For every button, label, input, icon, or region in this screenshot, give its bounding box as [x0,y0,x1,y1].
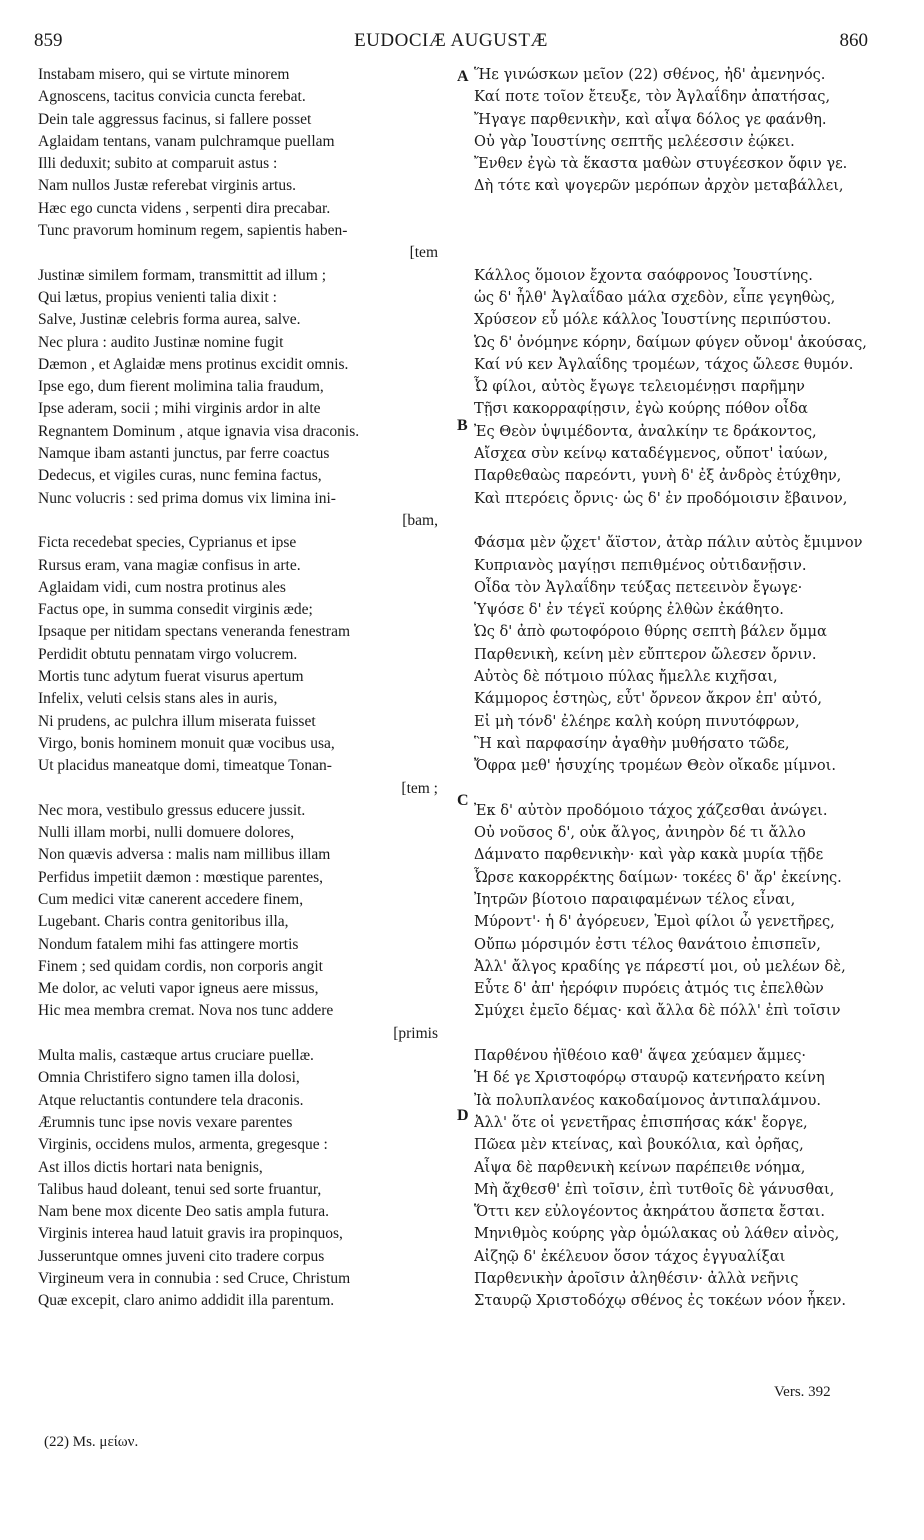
greek-verse-line: Καί νύ κεν Ἀγλαΐδης τρομέων, τάχος ὤλεσε θυμόν. [474,355,854,373]
latin-verse-line: Nam nullos Justæ referebat virginis artus. [38,177,297,195]
latin-verse-line: Dæmon , et Aglaidæ mens protinus excidit omnis. [38,355,349,373]
latin-verse-line: Ast illos dictis hortari nata benignis, [38,1158,263,1176]
greek-verse-line: Ἐς Θεὸν ὑψιμέδοντα, ἀναλκίην τε δράκοντος, [474,422,817,440]
greek-verse-line: Παρθενικὴν ἀροῖσιν ἀληθέσιν· ἀλλὰ νεῆνις [474,1270,799,1288]
greek-verse-line: Αἴσχεα σὺν κείνῳ καταδέγμενος, οὔποτ' ἰαύων, [474,445,829,463]
greek-verse-line: Χρύσεον εὖ μόλε κάλλος Ἰουστίνης περιπύστου. [474,311,832,329]
latin-verse-line: Aglaidam tentans, vanam pulchramque puellam [38,132,335,150]
greek-verse-line: Ἔνθεν ἐγὼ τὰ ἕκαστα μαθὼν στυγέεσκον ὄφιν γε. [474,155,848,173]
margin-letter-d: D [457,1107,469,1124]
latin-verse-line: Multa malis, castæque artus cruciare puellæ. [38,1047,314,1065]
latin-verse-line: Justinæ similem formam, transmittit ad illum ; [38,266,327,284]
margin-letter-b: B [457,417,468,434]
latin-verse-line: Me dolor, ac veluti vapor igneus aere missus, [38,980,319,998]
latin-verse-line: Illi deduxit; subito at comparuit astus : [38,155,278,173]
greek-verse-line: Παρθενικὴ, κείνη μὲν εὔπτερον ὤλεσεν ὄρνιν. [474,645,817,663]
latin-verse-line: Ut placidus maneatque domi, timeatque Tonan- [38,757,332,775]
latin-verse-line: Hic mea membra cremat. Nova nos tunc addere [38,1002,334,1020]
greek-blank-line [474,778,876,800]
greek-verse-line: Τῇσι κακορραφίῃσιν, ἐγὼ κούρης πόθον οἶδα [474,400,808,418]
latin-verse-line: Non quævis adversa : malis nam millibus illam [38,846,331,864]
greek-verse-line: Σμύχει ἐμεῖο δέμας· καὶ ἄλλα δὲ πόλλ' ἐπὶ τοῖσιν [474,1002,841,1020]
greek-verse-line: Οὐ γὰρ Ἰουστίνης σεπτῆς μελέεσσιν ἐῴκει. [474,132,795,150]
latin-verse-line: Finem ; sed quidam cordis, non corporis angit [38,957,323,975]
greek-verse-line: Ὑψόσε δ' ἐν τέγεϊ κούρης ἐλθὼν ἐκάθητο. [474,601,784,619]
latin-verse-line: Nunc volucris : sed prima domus vix limina ini- [38,489,336,507]
latin-verse-line: Ipsaque per nitidam spectans veneranda fenestram [38,623,351,641]
greek-blank-line [474,510,876,532]
greek-verse-line: Εὖτε δ' ἀπ' ἠερόφιν πυρόεις ἀτμός τις ἐπελθὼν [474,980,824,998]
latin-verse-line: Jusseruntque omnes juveni cito tradere corpus [38,1247,325,1265]
latin-verse-line: Mortis tunc adytum fuerat visurus apertum [38,668,304,686]
latin-verse-line: Tunc pravorum hominum regem, sapientis haben- [38,222,348,240]
latin-verse-line: Perdidit obtutu pennatam virgo volucrem. [38,645,298,663]
greek-blank-line [474,1023,876,1045]
latin-verse-line: Nondum fatalem mihi fas attingere mortis [38,935,299,953]
greek-verse-line: Οὔπω μόρσιμόν ἐστι τέλος θανάτοιο ἐπισπεῖν, [474,935,821,953]
greek-verse-line: Ὅττι κεν εὐλογέοντος ἀκηράτου ἄσπετα ἔσται. [474,1203,825,1221]
latin-verse-line: Regnantem Dominum , atque ignavia visa draconis. [38,422,360,440]
greek-verse-line: Εἰ μὴ τόνδ' ἐλέηρε καλὴ κούρη πινυτόφρων, [474,712,800,730]
latin-verse-line: Nam bene mox dicente Deo satis ampla futura. [38,1203,329,1221]
greek-verse-line: ὡς δ' ἦλθ' Ἀγλαΐδαο μάλα σχεδὸν, εἶπε γεγηθὼς, [474,288,836,306]
greek-verse-line: Ἀλλ' ὅτε οἱ γενετῆρας ἐπισπήσας κάκ' ἔοργε, [474,1113,808,1131]
greek-verse-line: Κυπριανὸς μαγίῃσι πεπιθμένος οὐτιδανῇσιν. [474,556,807,574]
greek-verse-line: Κάμμορος ἑστηὼς, εὖτ' ὄρνεον ἄκρον ἐπ' αὐτό, [474,690,823,708]
latin-verse-line: Talibus haud doleant, tenui sed sorte fruantur, [38,1180,322,1198]
latin-verse-line: Cum medici vitæ canerent accedere finem, [38,890,304,908]
latin-line-tail: [primis [393,1024,438,1042]
latin-verse-line: Nulli illam morbi, nulli domuere dolores, [38,824,295,842]
latin-verse-line: Virginis interea haud latuit gravis ira propinquos, [38,1225,343,1243]
greek-verse-line: Ἤγαγε παρθενικὴν, καὶ αἶψα δόλος γε φαάνθη. [474,110,827,128]
stanza-gap [474,242,876,264]
latin-line-tail: [tem ; [401,779,438,797]
latin-verse-line: Salve, Justinæ celebris forma aurea, salve. [38,311,301,329]
page-number-left: 859 [34,30,63,51]
latin-verse-line: Atque reluctantis contundere tela draconis. [38,1091,304,1109]
latin-line-tail: [bam, [402,511,438,529]
greek-verse-line: Οἶδα τὸν Ἀγλαΐδην τεύξας πετεεινὸν ἔγωγε· [474,578,803,596]
latin-verse-line: Ærumnis tunc ipse novis vexare parentes [38,1113,293,1131]
greek-verse-line: Ἡ δέ γε Χριστοφόρῳ σταυρῷ κατενήρατο κείνη [474,1069,825,1087]
greek-verse-line: Κάλλος ὅμοιον ἔχοντα σαόφρονος Ἰουστίνης. [474,266,813,284]
latin-verse-line: Virginis, occidens mulos, armenta, gregesque : [38,1136,328,1154]
greek-verse-line: Καὶ πτερόεις ὄρνις· ὡς δ' ἐν προδόμοισιν ἔβαινον, [474,489,848,507]
latin-verse-line: Perfidus impetiit dæmon : mœstique parentes, [38,868,323,886]
latin-verse-line: Nec plura : audito Justinæ nomine fugit [38,333,284,351]
greek-verse-line: Αἶψα δὲ παρθενικὴ κείνων παρέπειθε νόημα, [474,1158,806,1176]
latin-line-tail: [tem [409,244,438,262]
greek-verse-line: Ἀλλ' ἄλγος κραδίης γε πάρεστί μοι, οὐ μελέων δὲ, [474,957,846,975]
greek-verse-line: Ὄφρα μεθ' ἡσυχίης τρομέων Θεὸν οἴκαδε μίμνοι. [474,757,837,775]
greek-verse-line: Παρθένου ἠϊθέοιο καθ' ἅψεα χεύαμεν ἄμμες· [474,1047,807,1065]
greek-verse-line: Δὴ τότε καὶ ψογερῶν μερόπων ἀρχὸν μεταβάλλει, [474,177,844,195]
greek-verse-line: Αἰζηῷ δ' ἐκέλευον ὅσον τάχος ἐγγυαλίξαι [474,1247,786,1265]
latin-verse-line: Dein tale aggressus facinus, si fallere posset [38,110,312,128]
greek-verse-line: Ἰὰ πολυπλανέος κακοδαίμονος ἀντιπαλάμνου. [474,1091,822,1109]
stanza-gap [474,198,876,220]
greek-verse-line: Ἰητρῶν βίοτοιο παραιφαμένων τέλος εἶναι, [474,890,796,908]
latin-verse-line: Lugebant. Charis contra genitoribus illa, [38,913,289,931]
greek-verse-line: Ἣ καὶ παρφασίην ἀγαθὴν μυθήσατο τῶδε, [474,734,790,752]
latin-verse-line: Ni prudens, ac pulchra illum miserata fuisset [38,712,316,730]
greek-verse-line: Σταυρῷ Χριστοδόχῳ σθένος ἐς τοκέων νόον ἧκεν. [474,1292,846,1310]
greek-verse-line: Ὦρσε κακορρέκτης δαίμων· τοκέες δ' ἄρ' ἐκείνης. [474,868,842,886]
greek-verse-line: Ἥε γινώσκων μεῖον (22) σθένος, ἠδ' ἀμενηνός. [474,66,826,83]
page-number-right: 860 [839,30,868,51]
margin-letter-a: A [457,68,469,85]
latin-verse-line: Factus ope, in summa consedit virginis æde; [38,601,313,619]
verse-number: Vers. 392 [774,1384,831,1400]
footnote: (22) Ms. μείων. [44,1434,139,1450]
greek-verse-line: Μὴ ἄχθεσθ' ἐπὶ τοῖσιν, ἐπὶ τυτθοῖς δὲ γάνυσθαι, [474,1180,835,1198]
greek-verse-line: Παρθεθαὼς παρεόντι, γυνὴ δ' ἐξ ἀνδρὸς ἐτύχθην, [474,467,842,485]
margin-letter-c: C [457,792,469,809]
latin-verse-line: Aglaidam vidi, cum nostra protinus ales [38,578,286,596]
stanza-gap [474,220,876,242]
latin-verse-line: Ficta recedebat species, Cyprianus et ipse [38,534,297,552]
latin-verse-line: Ipse ego, dum fierent molimina talia fraudum, [38,378,324,396]
greek-verse-line: Φάσμα μὲν ᾤχετ' ἄϊστον, ἀτὰρ πάλιν αὐτὸς ἔμιμνον [474,534,863,552]
latin-verse-line: Quæ excepit, claro animo addidit illa parentum. [38,1292,335,1310]
greek-verse-line: Ὡς δ' ὀνόμηνε κόρην, δαίμων φύγεν οὔνομ' ἀκούσας, [474,333,867,351]
latin-verse-line: Dedecus, et vigiles curas, nunc femina factus, [38,467,322,485]
latin-verse-line: Ipse aderam, socii ; mihi virginis ardor in alte [38,400,321,418]
latin-verse-line: Virgo, bonis hominem monuit quæ vocibus usa, [38,734,335,752]
greek-verse-line: Μύροντ'· ἡ δ' ἀγόρευεν, Ἐμοὶ φίλοι ὦ γενετῆρες, [474,913,835,931]
greek-verse-line: Ἐκ δ' αὐτὸν προδόμοιο τάχος χάζεσθαι ἀνώγει. [474,801,828,819]
greek-verse-line: Αὐτὸς δὲ πότμοιο πύλας ἤμελλε κιχῆσαι, [474,668,778,686]
latin-verse-line: Omnia Christifero signo tamen illa dolosi, [38,1069,300,1087]
greek-column [474,64,876,1313]
latin-verse-line: Infelix, veluti celsis stans ales in auris, [38,690,278,708]
latin-verse-line: Nec mora, vestibulo gressus educere jussit. [38,801,306,819]
page-header [34,30,868,56]
latin-verse-line: Hæc ego cuncta videns , serpenti dira precabar. [38,199,331,217]
latin-column [38,64,438,1313]
greek-verse-line: Ὦ φίλοι, αὐτὸς ἔγωγε τελειομένῃσι παρῆμην [474,378,805,396]
greek-verse-line: Πῶεα μὲν κτείνας, καὶ βουκόλια, καὶ ὀρῆας, [474,1136,804,1154]
latin-verse-line: Rursus eram, vana magiæ confisus in arte. [38,556,301,574]
greek-verse-line: Μηνιθμὸς κούρης γὰρ ὁμώλακας οὐ λάθεν αἰνὸς, [474,1225,840,1243]
latin-verse-line: Namque ibam astanti junctus, par ferre coactus [38,445,330,463]
latin-verse-line: Qui lætus, propius venienti talia dixit : [38,288,277,306]
running-title: EUDOCIÆ AUGUSTÆ [354,30,548,51]
greek-verse-line: Ὡς δ' ἀπὸ φωτοφόροιο θύρης σεπτὴ βάλεν ὄμμα [474,623,827,641]
greek-verse-line: Οὐ νοῦσος δ', οὐκ ἄλγος, ἀνιηρὸν δέ τι ἄλλο [474,824,806,842]
latin-verse-line: Agnoscens, tacitus convicia cuncta ferebat. [38,88,306,106]
greek-verse-line: Δάμνατο παρθενικὴν· καὶ γὰρ κακὰ μυρία τῇδε [474,846,824,864]
greek-verse-line: Καί ποτε τοῖον ἔτευξε, τὸν Ἀγλαΐδην ἀπατήσας, [474,88,831,106]
latin-verse-line: Instabam misero, qui se virtute minorem [38,66,290,83]
latin-verse-line: Virgineum vera in connubia : sed Cruce, Christum [38,1270,351,1288]
